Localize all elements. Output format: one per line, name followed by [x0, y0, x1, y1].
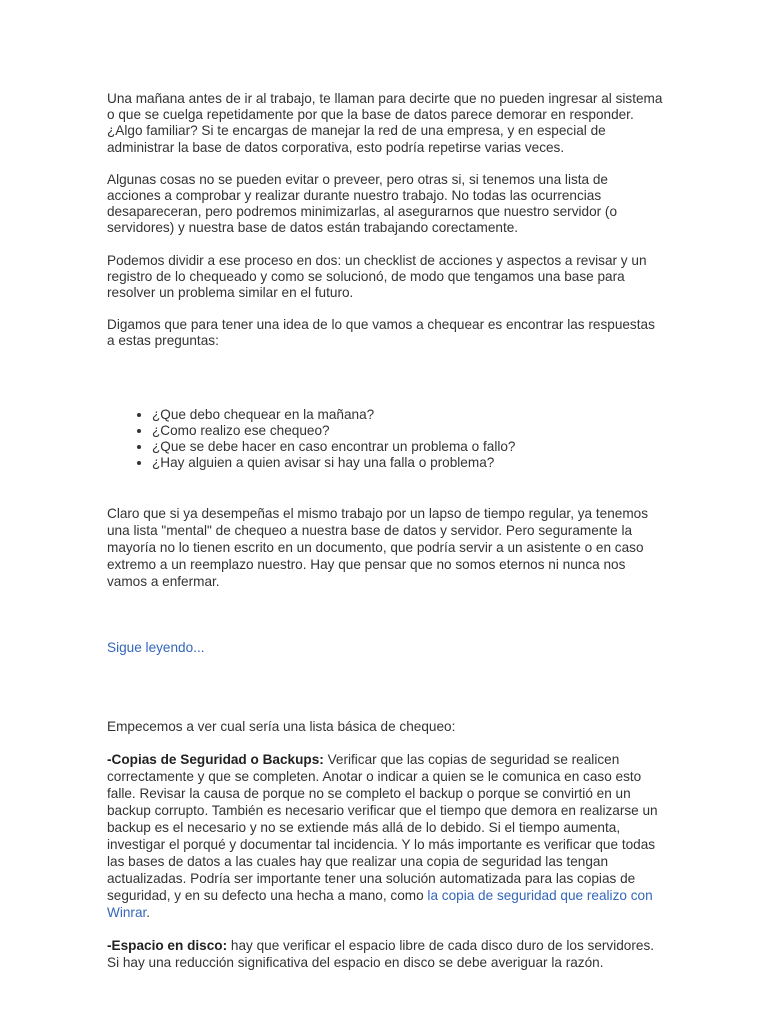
- backups-end: .: [146, 905, 151, 921]
- second-paragraph: Algunas cosas no se pueden evitar o preveer, pero otras si, si tenemos una lista de acciones a comprobar y realizar durante nuestro trabajo. No todas las ocurrencias desapareceran, pero podremos minimizarlas, al asegurarnos que nuestro servidor (o servidores) y nuestra base de datos están trabajando corectamente.: [107, 171, 618, 236]
- list-item: • ¿Que debo chequear en la mañana?: [152, 407, 663, 423]
- list-item: • ¿Como realizo ese chequeo?: [152, 423, 663, 439]
- disk-space-text: hay que verificar el espacio libre de cada disco duro de los servidores. Si hay una reducción significativa del espacio en disco se debe averiguar la razón.: [107, 938, 655, 971]
- disk-space-paragraph: [107, 937, 663, 971]
- intro-paragraph: Una mañana antes de ir al trabajo, te llaman para decirte que no pueden ingresar al sistema o que se cuelga repetidamente por que la base de datos parece demorar en responder. ¿Algo familiar? Si te encargas de manejar la red de una empresa, y en especial de administrar la base de datos corporativa, esto podría repetirse varias veces.: [107, 91, 663, 155]
- backups-text: Verificar que las copias de seguridad se realicen correctamente y que se completen. Anotar o indicar a quien se le comunica en caso esto falle. Revisar la causa de porque no se completo el backup o porque se convirtió en un backup corrupto. También es necesario verificar que el tiempo que demora en realizarse un backup es el necesario y no se extiende más allá de lo debido. Si el tiempo aumenta, investigar el porqué y documentar tal incidencia. Y lo más importante es verificar que todas las bases de datos a las cuales hay que realizar una copia de seguridad las tengan actualizadas. Podría ser importante tener una solución automatizada para las copias de seguridad, y en su defecto una hecha a mano, como: [107, 752, 658, 904]
- third-paragraph: Podemos dividir a ese proceso en dos: un checklist de acciones y aspectos a revisar y un registro de lo chequeado y como se solucionó, de modo que tengamos una base para resolver un problema similar en el futuro.: [107, 252, 647, 301]
- read-more-link[interactable]: Sigue leyendo...: [107, 639, 205, 655]
- questions-intro-paragraph: Digamos que para tener una idea de lo que vamos a chequear es encontrar las respuestas a estas preguntas:: [107, 317, 655, 349]
- disk-space-heading: -Espacio en disco:: [107, 938, 228, 954]
- mental-checklist-paragraph: Claro que si ya desempeñas el mismo trabajo por un lapso de tiempo regular, ya tenemos una lista "mental" de chequeo a nuestra base de datos y servidor. Pero seguramente la mayoría no lo tienen escrito en un documento, que podría servir a un asistente o en caso extremo a un reemplazo nuestro. Hay que pensar que no somos eternos ni nunca nos vamos a enfermar.: [107, 505, 649, 589]
- article-body: [107, 91, 663, 971]
- checklist-intro-paragraph: Empecemos a ver cual sería una lista básica de chequeo:: [107, 718, 456, 734]
- list-item: • ¿Que se debe hacer en caso encontrar un problema o fallo?: [152, 439, 663, 455]
- read-more-container: [107, 640, 663, 656]
- backups-paragraph: [107, 751, 663, 921]
- list-item: • ¿Hay alguien a quien avisar si hay una falla o problema?: [152, 455, 663, 471]
- questions-list: [107, 407, 663, 471]
- backups-heading: -Copias de Seguridad o Backups:: [107, 752, 324, 768]
- winrar-backup-link[interactable]: la copia de seguridad que realizo con Winrar: [107, 888, 653, 921]
